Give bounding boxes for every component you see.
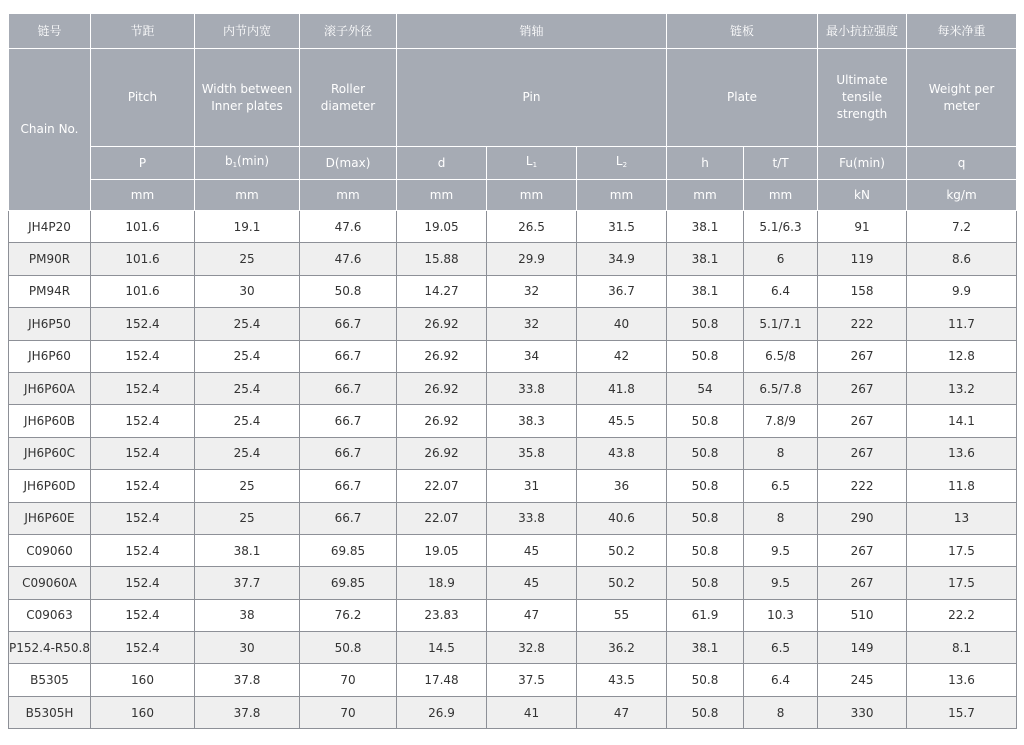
cell-pin-d: 22.07 bbox=[397, 502, 487, 534]
cell-pin-d: 26.92 bbox=[397, 372, 487, 404]
cell-inner-width: 25.4 bbox=[195, 405, 300, 437]
cell-chain-no: JH6P60C bbox=[9, 437, 91, 469]
cell-pitch: 152.4 bbox=[91, 470, 195, 502]
cell-pin-d: 23.83 bbox=[397, 599, 487, 631]
col-tensile-en: Ultimate tensile strength bbox=[818, 49, 907, 147]
cell-pitch: 152.4 bbox=[91, 437, 195, 469]
cell-roller-dia: 47.6 bbox=[300, 243, 397, 275]
col-weight-zh: 每米净重 bbox=[907, 14, 1017, 49]
cell-pin-l1: 33.8 bbox=[487, 502, 577, 534]
cell-plate-t: 6.5/7.8 bbox=[744, 372, 818, 404]
cell-weight: 15.7 bbox=[907, 696, 1017, 728]
cell-plate-h: 50.8 bbox=[667, 696, 744, 728]
cell-tensile: 222 bbox=[818, 308, 907, 340]
cell-pin-l2: 36.7 bbox=[577, 275, 667, 307]
col-pitch-zh: 节距 bbox=[91, 14, 195, 49]
cell-pitch: 152.4 bbox=[91, 632, 195, 664]
cell-pitch: 152.4 bbox=[91, 567, 195, 599]
cell-pin-l1: 34 bbox=[487, 340, 577, 372]
col-chain-no-en: Chain No. bbox=[9, 49, 91, 211]
cell-tensile: 245 bbox=[818, 664, 907, 696]
cell-roller-dia: 70 bbox=[300, 664, 397, 696]
symbol-d: d bbox=[397, 147, 487, 180]
cell-chain-no: C09060 bbox=[9, 534, 91, 566]
cell-pin-d: 19.05 bbox=[397, 211, 487, 243]
cell-pin-l1: 26.5 bbox=[487, 211, 577, 243]
cell-plate-h: 38.1 bbox=[667, 243, 744, 275]
table-row bbox=[9, 502, 1017, 534]
cell-tensile: 267 bbox=[818, 437, 907, 469]
cell-plate-t: 8 bbox=[744, 437, 818, 469]
col-chain-no-zh: 链号 bbox=[9, 14, 91, 49]
cell-plate-h: 50.8 bbox=[667, 502, 744, 534]
cell-weight: 7.2 bbox=[907, 211, 1017, 243]
cell-pitch: 152.4 bbox=[91, 599, 195, 631]
symbol-b1 bbox=[195, 147, 300, 180]
col-weight-en: Weight per meter bbox=[907, 49, 1017, 147]
cell-tensile: 91 bbox=[818, 211, 907, 243]
cell-tensile: 149 bbox=[818, 632, 907, 664]
cell-plate-h: 50.8 bbox=[667, 664, 744, 696]
header-row-symbols bbox=[9, 147, 1017, 180]
cell-pin-d: 26.92 bbox=[397, 437, 487, 469]
cell-pin-d: 26.92 bbox=[397, 308, 487, 340]
symbol-b1-main: b bbox=[224, 153, 233, 168]
cell-pitch: 101.6 bbox=[91, 243, 195, 275]
cell-roller-dia: 66.7 bbox=[300, 502, 397, 534]
cell-plate-t: 6.5 bbox=[744, 632, 818, 664]
cell-roller-dia: 47.6 bbox=[300, 211, 397, 243]
cell-chain-no: C09063 bbox=[9, 599, 91, 631]
cell-chain-no: PM90R bbox=[9, 243, 91, 275]
cell-chain-no: JH6P60 bbox=[9, 340, 91, 372]
cell-plate-t: 6 bbox=[744, 243, 818, 275]
unit-roller-dia: mm bbox=[300, 180, 397, 211]
cell-inner-width: 25.4 bbox=[195, 340, 300, 372]
cell-roller-dia: 69.85 bbox=[300, 567, 397, 599]
cell-pin-l2: 43.5 bbox=[577, 664, 667, 696]
cell-plate-h: 61.9 bbox=[667, 599, 744, 631]
cell-tensile: 119 bbox=[818, 243, 907, 275]
col-inner-width-en: Width between Inner plates bbox=[195, 49, 300, 147]
cell-weight: 8.1 bbox=[907, 632, 1017, 664]
cell-pin-l2: 40.6 bbox=[577, 502, 667, 534]
cell-pin-l2: 55 bbox=[577, 599, 667, 631]
cell-weight: 17.5 bbox=[907, 534, 1017, 566]
cell-chain-no: JH6P60B bbox=[9, 405, 91, 437]
col-pitch-en: Pitch bbox=[91, 49, 195, 147]
cell-weight: 8.6 bbox=[907, 243, 1017, 275]
cell-plate-h: 38.1 bbox=[667, 632, 744, 664]
cell-chain-no: B5305 bbox=[9, 664, 91, 696]
cell-tensile: 330 bbox=[818, 696, 907, 728]
cell-plate-t: 5.1/6.3 bbox=[744, 211, 818, 243]
cell-pin-l2: 43.8 bbox=[577, 437, 667, 469]
cell-tensile: 267 bbox=[818, 534, 907, 566]
cell-pin-l2: 31.5 bbox=[577, 211, 667, 243]
cell-weight: 17.5 bbox=[907, 567, 1017, 599]
cell-pin-d: 14.5 bbox=[397, 632, 487, 664]
cell-pin-d: 22.07 bbox=[397, 470, 487, 502]
cell-plate-t: 10.3 bbox=[744, 599, 818, 631]
cell-plate-h: 50.8 bbox=[667, 437, 744, 469]
cell-plate-t: 9.5 bbox=[744, 567, 818, 599]
cell-roller-dia: 66.7 bbox=[300, 340, 397, 372]
unit-pin-l1: mm bbox=[487, 180, 577, 211]
cell-plate-h: 50.8 bbox=[667, 308, 744, 340]
cell-plate-t: 7.8/9 bbox=[744, 405, 818, 437]
table-row bbox=[9, 275, 1017, 307]
cell-weight: 22.2 bbox=[907, 599, 1017, 631]
unit-pitch: mm bbox=[91, 180, 195, 211]
unit-plate-t: mm bbox=[744, 180, 818, 211]
cell-pin-l1: 32 bbox=[487, 308, 577, 340]
cell-pitch: 152.4 bbox=[91, 534, 195, 566]
cell-plate-t: 9.5 bbox=[744, 534, 818, 566]
cell-plate-t: 6.5 bbox=[744, 470, 818, 502]
cell-roller-dia: 66.7 bbox=[300, 308, 397, 340]
cell-pin-d: 18.9 bbox=[397, 567, 487, 599]
cell-plate-h: 38.1 bbox=[667, 275, 744, 307]
cell-pitch: 152.4 bbox=[91, 405, 195, 437]
table-row bbox=[9, 437, 1017, 469]
unit-inner-width: mm bbox=[195, 180, 300, 211]
cell-inner-width: 38 bbox=[195, 599, 300, 631]
cell-pin-d: 19.05 bbox=[397, 534, 487, 566]
cell-tensile: 158 bbox=[818, 275, 907, 307]
cell-pin-d: 26.92 bbox=[397, 340, 487, 372]
table-row bbox=[9, 534, 1017, 566]
cell-roller-dia: 70 bbox=[300, 696, 397, 728]
cell-tensile: 510 bbox=[818, 599, 907, 631]
header-row-units bbox=[9, 180, 1017, 211]
cell-pin-l1: 41 bbox=[487, 696, 577, 728]
cell-weight: 13.6 bbox=[907, 437, 1017, 469]
col-plate-zh: 链板 bbox=[667, 14, 818, 49]
chain-spec-table-container bbox=[8, 13, 1016, 729]
cell-inner-width: 38.1 bbox=[195, 534, 300, 566]
cell-inner-width: 30 bbox=[195, 275, 300, 307]
cell-pitch: 160 bbox=[91, 664, 195, 696]
cell-chain-no: JH4P20 bbox=[9, 211, 91, 243]
cell-roller-dia: 76.2 bbox=[300, 599, 397, 631]
cell-pin-l1: 38.3 bbox=[487, 405, 577, 437]
unit-weight: kg/m bbox=[907, 180, 1017, 211]
cell-chain-no: JH6P60E bbox=[9, 502, 91, 534]
cell-weight: 11.7 bbox=[907, 308, 1017, 340]
unit-pin-l2: mm bbox=[577, 180, 667, 211]
cell-pin-l1: 33.8 bbox=[487, 372, 577, 404]
unit-tensile: kN bbox=[818, 180, 907, 211]
cell-pin-l2: 34.9 bbox=[577, 243, 667, 275]
unit-pin-d: mm bbox=[397, 180, 487, 211]
col-plate-en: Plate bbox=[667, 49, 818, 147]
cell-pin-l2: 50.2 bbox=[577, 534, 667, 566]
cell-chain-no: PM94R bbox=[9, 275, 91, 307]
table-row bbox=[9, 340, 1017, 372]
header-row-english bbox=[9, 49, 1017, 147]
cell-pin-l1: 37.5 bbox=[487, 664, 577, 696]
table-row bbox=[9, 243, 1017, 275]
table-row bbox=[9, 599, 1017, 631]
table-row bbox=[9, 567, 1017, 599]
symbol-p: P bbox=[91, 147, 195, 180]
cell-pin-l1: 32.8 bbox=[487, 632, 577, 664]
cell-inner-width: 37.8 bbox=[195, 664, 300, 696]
cell-roller-dia: 50.8 bbox=[300, 632, 397, 664]
cell-pin-l1: 47 bbox=[487, 599, 577, 631]
cell-tensile: 290 bbox=[818, 502, 907, 534]
cell-pitch: 160 bbox=[91, 696, 195, 728]
cell-pitch: 152.4 bbox=[91, 308, 195, 340]
cell-pin-l1: 45 bbox=[487, 567, 577, 599]
cell-weight: 13.2 bbox=[907, 372, 1017, 404]
cell-weight: 13.6 bbox=[907, 664, 1017, 696]
cell-inner-width: 25 bbox=[195, 243, 300, 275]
cell-plate-h: 50.8 bbox=[667, 534, 744, 566]
cell-plate-h: 50.8 bbox=[667, 405, 744, 437]
cell-roller-dia: 66.7 bbox=[300, 372, 397, 404]
cell-chain-no: B5305H bbox=[9, 696, 91, 728]
cell-pin-d: 17.48 bbox=[397, 664, 487, 696]
cell-plate-t: 8 bbox=[744, 696, 818, 728]
table-row bbox=[9, 308, 1017, 340]
cell-pitch: 152.4 bbox=[91, 340, 195, 372]
table-row bbox=[9, 405, 1017, 437]
col-roller-dia-en: Roller diameter bbox=[300, 49, 397, 147]
cell-pin-l2: 45.5 bbox=[577, 405, 667, 437]
cell-plate-h: 50.8 bbox=[667, 567, 744, 599]
table-body bbox=[9, 211, 1017, 729]
cell-pin-d: 15.88 bbox=[397, 243, 487, 275]
col-inner-width-zh: 内节内宽 bbox=[195, 14, 300, 49]
cell-inner-width: 25.4 bbox=[195, 308, 300, 340]
cell-plate-h: 50.8 bbox=[667, 340, 744, 372]
symbol-b1-sub: 1 bbox=[232, 160, 238, 169]
symbol-fu: Fu(min) bbox=[818, 147, 907, 180]
cell-pin-l2: 42 bbox=[577, 340, 667, 372]
table-header bbox=[9, 14, 1017, 211]
cell-pin-l1: 45 bbox=[487, 534, 577, 566]
cell-weight: 14.1 bbox=[907, 405, 1017, 437]
cell-plate-t: 6.5/8 bbox=[744, 340, 818, 372]
symbol-l1-main: L bbox=[525, 153, 533, 168]
cell-pin-l2: 40 bbox=[577, 308, 667, 340]
cell-chain-no: JH6P50 bbox=[9, 308, 91, 340]
header-row-chinese bbox=[9, 14, 1017, 49]
cell-pin-l1: 31 bbox=[487, 470, 577, 502]
cell-chain-no: P152.4-R50.8 bbox=[9, 632, 91, 664]
cell-roller-dia: 50.8 bbox=[300, 275, 397, 307]
cell-roller-dia: 66.7 bbox=[300, 470, 397, 502]
chain-spec-table bbox=[8, 13, 1017, 729]
cell-pin-l2: 47 bbox=[577, 696, 667, 728]
cell-tensile: 267 bbox=[818, 567, 907, 599]
symbol-l1-sub: 1 bbox=[532, 160, 538, 169]
cell-roller-dia: 69.85 bbox=[300, 534, 397, 566]
table-row bbox=[9, 470, 1017, 502]
cell-pin-d: 14.27 bbox=[397, 275, 487, 307]
cell-tensile: 222 bbox=[818, 470, 907, 502]
cell-weight: 11.8 bbox=[907, 470, 1017, 502]
cell-roller-dia: 66.7 bbox=[300, 437, 397, 469]
cell-pin-l2: 36.2 bbox=[577, 632, 667, 664]
symbol-l2-main: L bbox=[615, 153, 623, 168]
cell-weight: 12.8 bbox=[907, 340, 1017, 372]
cell-inner-width: 19.1 bbox=[195, 211, 300, 243]
col-pin-zh: 销轴 bbox=[397, 14, 667, 49]
col-roller-dia-zh: 滚子外径 bbox=[300, 14, 397, 49]
cell-weight: 13 bbox=[907, 502, 1017, 534]
symbol-t: t/T bbox=[744, 147, 818, 180]
cell-inner-width: 25 bbox=[195, 502, 300, 534]
cell-chain-no: JH6P60A bbox=[9, 372, 91, 404]
symbol-q: q bbox=[907, 147, 1017, 180]
symbol-l2 bbox=[577, 147, 667, 180]
symbol-b1-rest: (min) bbox=[237, 153, 270, 168]
cell-pitch: 152.4 bbox=[91, 502, 195, 534]
symbol-l1 bbox=[487, 147, 577, 180]
symbol-h: h bbox=[667, 147, 744, 180]
cell-plate-h: 38.1 bbox=[667, 211, 744, 243]
cell-inner-width: 25.4 bbox=[195, 437, 300, 469]
cell-pin-d: 26.92 bbox=[397, 405, 487, 437]
cell-pin-l2: 36 bbox=[577, 470, 667, 502]
cell-chain-no: JH6P60D bbox=[9, 470, 91, 502]
cell-plate-t: 6.4 bbox=[744, 275, 818, 307]
cell-inner-width: 25.4 bbox=[195, 372, 300, 404]
cell-inner-width: 30 bbox=[195, 632, 300, 664]
table-row bbox=[9, 696, 1017, 728]
cell-pin-d: 26.9 bbox=[397, 696, 487, 728]
cell-pin-l1: 32 bbox=[487, 275, 577, 307]
cell-tensile: 267 bbox=[818, 372, 907, 404]
table-row bbox=[9, 632, 1017, 664]
symbol-d-max: D(max) bbox=[300, 147, 397, 180]
cell-inner-width: 37.8 bbox=[195, 696, 300, 728]
cell-pitch: 101.6 bbox=[91, 275, 195, 307]
cell-pin-l2: 41.8 bbox=[577, 372, 667, 404]
cell-tensile: 267 bbox=[818, 405, 907, 437]
cell-roller-dia: 66.7 bbox=[300, 405, 397, 437]
cell-weight: 9.9 bbox=[907, 275, 1017, 307]
cell-plate-h: 50.8 bbox=[667, 470, 744, 502]
cell-chain-no: C09060A bbox=[9, 567, 91, 599]
table-row bbox=[9, 664, 1017, 696]
cell-inner-width: 25 bbox=[195, 470, 300, 502]
cell-tensile: 267 bbox=[818, 340, 907, 372]
cell-pitch: 101.6 bbox=[91, 211, 195, 243]
symbol-l2-sub: 2 bbox=[622, 160, 628, 169]
cell-pin-l1: 35.8 bbox=[487, 437, 577, 469]
cell-plate-h: 54 bbox=[667, 372, 744, 404]
unit-plate-h: mm bbox=[667, 180, 744, 211]
cell-plate-t: 5.1/7.1 bbox=[744, 308, 818, 340]
cell-plate-t: 8 bbox=[744, 502, 818, 534]
cell-pitch: 152.4 bbox=[91, 372, 195, 404]
table-row bbox=[9, 211, 1017, 243]
col-pin-en: Pin bbox=[397, 49, 667, 147]
table-row bbox=[9, 372, 1017, 404]
cell-inner-width: 37.7 bbox=[195, 567, 300, 599]
cell-pin-l2: 50.2 bbox=[577, 567, 667, 599]
col-tensile-zh: 最小抗拉强度 bbox=[818, 14, 907, 49]
cell-plate-t: 6.4 bbox=[744, 664, 818, 696]
cell-pin-l1: 29.9 bbox=[487, 243, 577, 275]
